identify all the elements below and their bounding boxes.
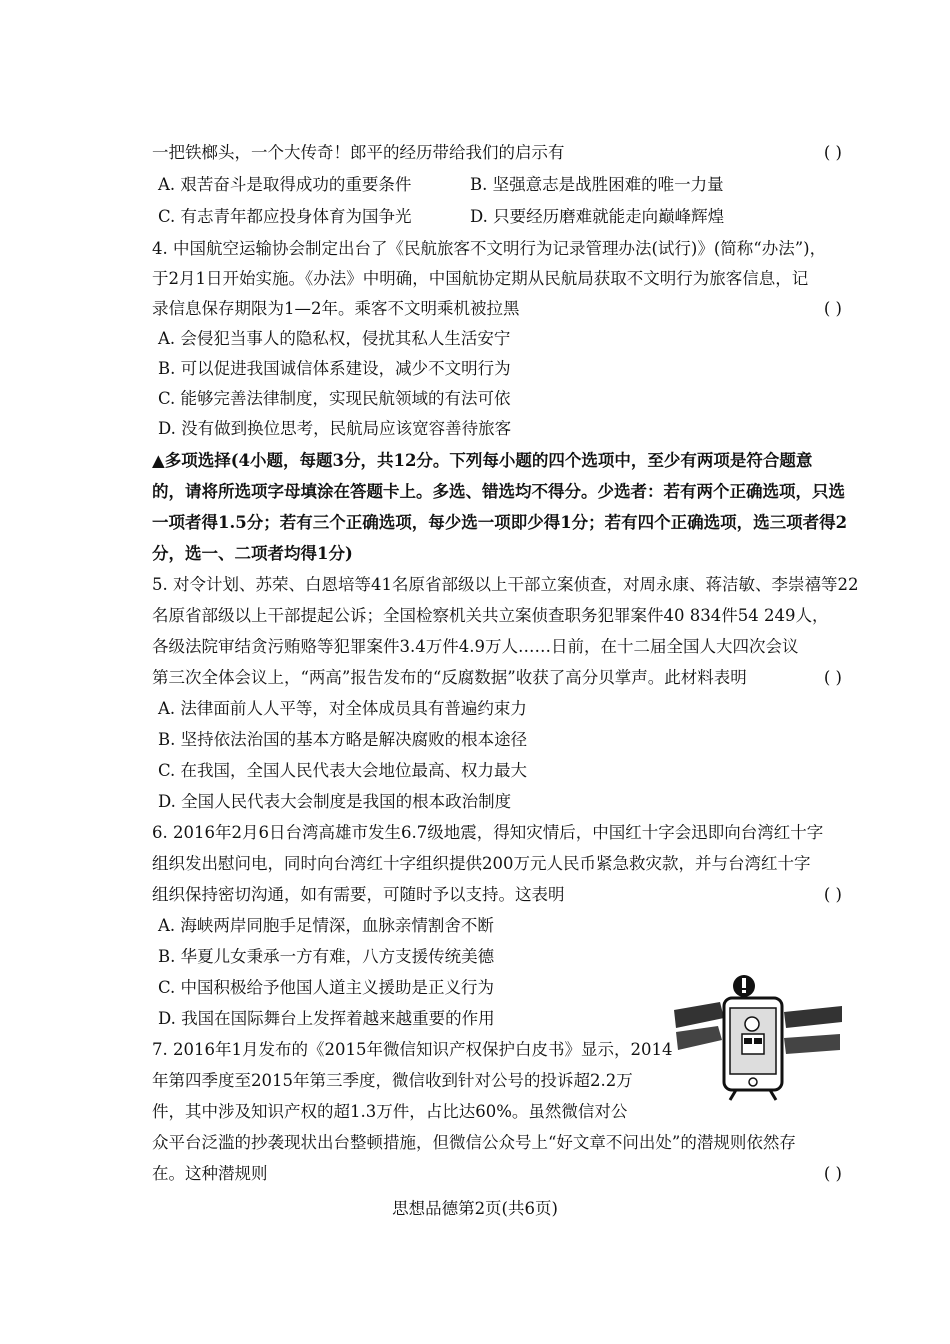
q6-option-b: B. 华夏儿女秉承一方有难，八方支援传统美德 [158,947,495,966]
q5-option-c: C. 在我国，全国人民代表大会地位最高、权力最大 [158,761,528,780]
q3-option-a: A. 艰苦奋斗是取得成功的重要条件 [158,175,412,194]
q7-stem-line4: 众平台泛滥的抄袭现状出台整顿措施，但微信公众号上“好文章不问出处”的潜规则依然存 [152,1133,796,1152]
q4-option-d: D. 没有做到换位思考，民航局应该宽容善待旅客 [158,419,512,438]
q5-option-a: A. 法律面前人人平等，对全体成员具有普遍约束力 [158,699,527,718]
q6-option-d: D. 我国在国际舞台上发挥着越来越重要的作用 [158,1009,495,1028]
q7-stem-line5: 在。这种潜规则 [152,1164,268,1183]
q4-stem-line3: 录信息保存期限为1—2年。乘客不文明乘机被拉黑 [152,299,520,318]
q4-option-a: A. 会侵犯当事人的隐私权，侵扰其私人生活安宁 [158,329,511,348]
q5-stem-line4: 第三次全体会议上，“两高”报告发布的“反腐数据”收获了高分贝掌声。此材料表明 [152,668,747,687]
q7-answer-bracket: ( ) [823,1164,842,1183]
q5-stem-line1: 5. 对令计划、苏荣、白恩培等41名原省部级以上干部立案侦查，对周永康、蒋洁敏、李崇禧等22 [152,575,859,594]
q4-stem-line2: 于2月1日开始实施。《办法》中明确，中国航协定期从民航局获取不文明行为旅客信息，记 [152,269,809,288]
q6-stem-line2: 组织发出慰问电，同时向台湾红十字组织提供200万元人民币紧急救灾款，并与台湾红十字 [152,854,811,873]
q5-answer-bracket: ( ) [823,668,842,687]
q4-answer-bracket: ( ) [823,299,842,318]
q7-stem-line3: 件，其中涉及知识产权的超1.3万件，占比达60%。虽然微信对公 [152,1102,628,1121]
q3-option-c: C. 有志青年都应投身体育为国争光 [158,207,412,226]
q5-option-b: B. 坚持依法治国的基本方略是解决腐败的根本途径 [158,730,528,749]
q3-answer-bracket: ( ) [823,143,842,162]
q7-stem-line2: 年第四季度至2015年第三季度，微信收到针对公号的投诉超2.2万 [152,1071,633,1090]
q3-option-d: D. 只要经历磨难就能走向巅峰辉煌 [470,207,725,226]
q6-option-a: A. 海峡两岸同胞手足情深，血脉亲情割舍不断 [158,916,494,935]
section2-instructions-line2: 的，请将所选项字母填涂在答题卡上。多选、错选均不得分。少选者：若有两个正确选项，只选 [152,482,845,501]
section2-instructions-line1: ▲多项选择(4小题，每题3分，共12分。下列每小题的四个选项中，至少有两项是符合题意 [152,451,813,470]
q7-stem-line1: 7. 2016年1月发布的《2015年微信知识产权保护白皮书》显示，2014 [152,1040,673,1059]
section2-instructions-line4: 分，选一、二项者均得1分) [152,544,353,563]
q4-stem-line1: 4. 中国航空运输协会制定出台了《民航旅客不文明行为记录管理办法(试行)》(简称“办法”)， [152,239,827,258]
q3-option-b: B. 坚强意志是战胜困难的唯一力量 [470,175,724,194]
q6-stem-line1: 6. 2016年2月6日台湾高雄市发生6.7级地震，得知灾情后，中国红十字会迅即向台湾红十字 [152,823,824,842]
q5-stem-line3: 各级法院审结贪污贿赂等犯罪案件3.4万件4.9万人……日前，在十二届全国人大四次会议 [152,637,799,656]
q6-option-c: C. 中国积极给予他国人道主义援助是正义行为 [158,978,495,997]
q6-stem-line3: 组织保持密切沟通，如有需要，可随时予以支持。这表明 [152,885,565,904]
q3-stem: 一把铁榔头，一个大传奇！郎平的经历带给我们的启示有 [152,143,565,162]
page-footer: 思想品德第2页(共6页) [392,1199,558,1218]
wechat-cartoon-illustration [672,972,844,1102]
q5-stem-line2: 名原省部级以上干部提起公诉；全国检察机关共立案侦查职务犯罪案件40 834件54 249人， [152,606,829,625]
section2-instructions-line3: 一项者得1.5分；若有三个正确选项，每少选一项即少得1分；若有四个正确选项，选三项者得2 [152,513,848,532]
q4-option-b: B. 可以促进我国诚信体系建设，减少不文明行为 [158,359,511,378]
q6-answer-bracket: ( ) [823,885,842,904]
q4-option-c: C. 能够完善法律制度，实现民航领域的有法可依 [158,389,511,408]
q5-option-d: D. 全国人民代表大会制度是我国的根本政治制度 [158,792,512,811]
